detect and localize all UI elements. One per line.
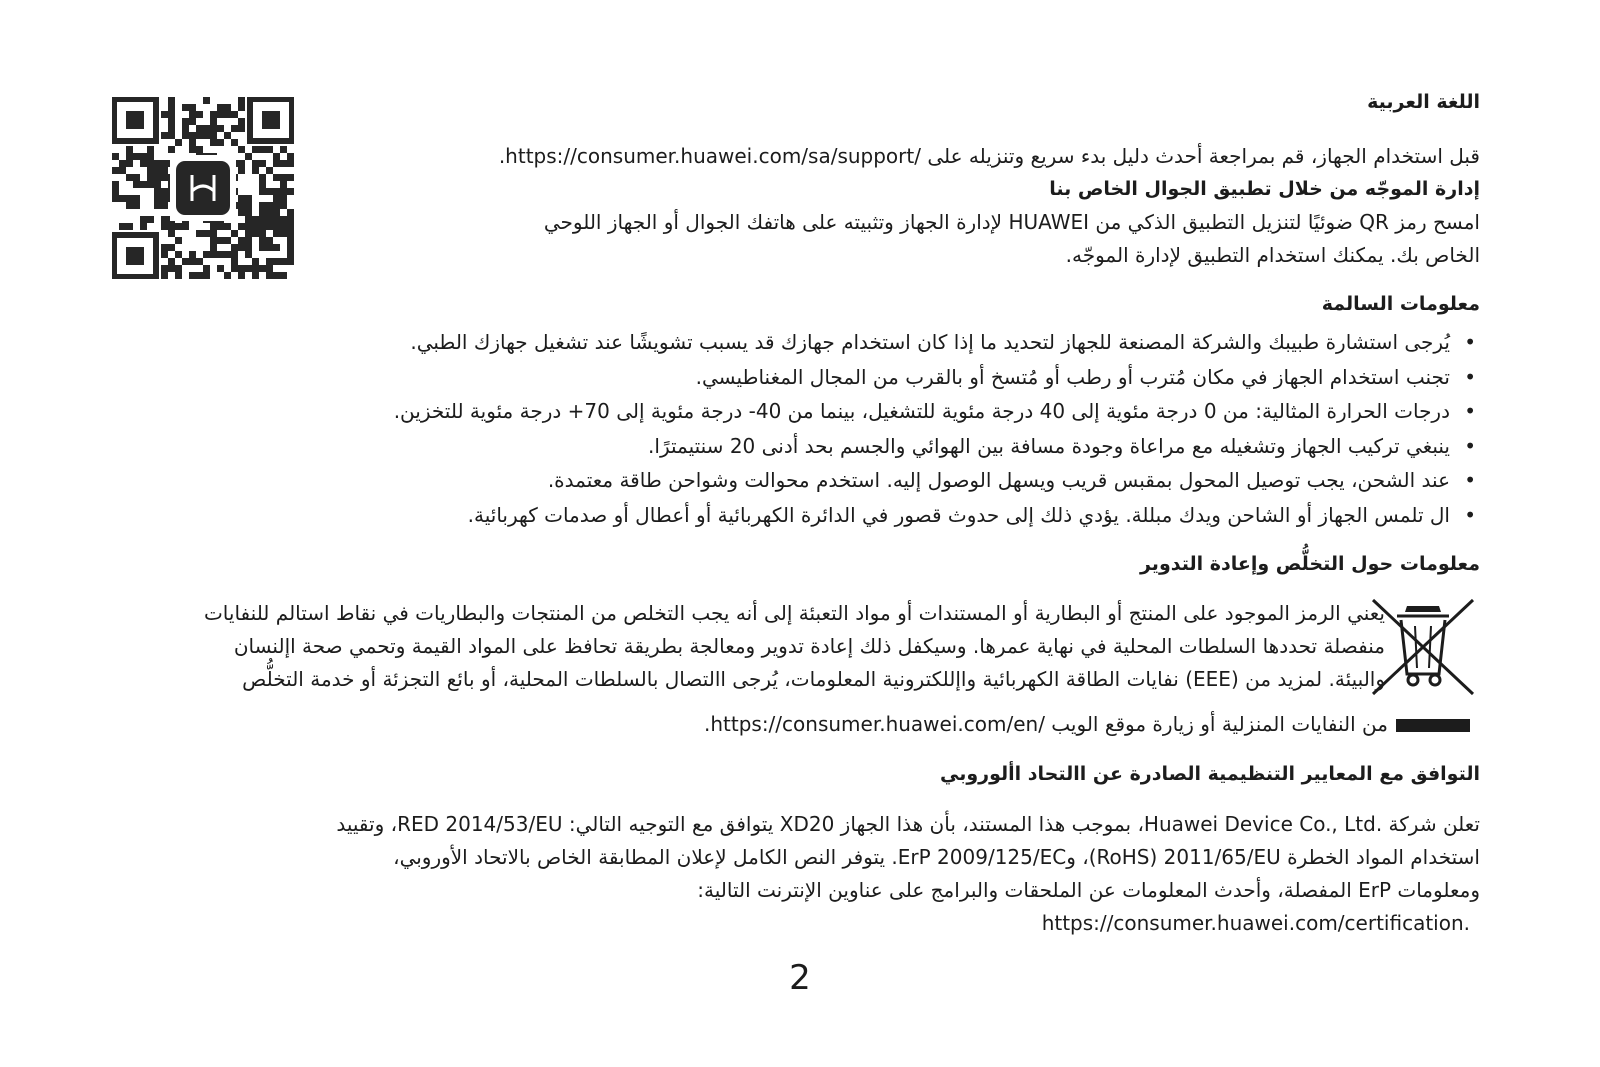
compliance-heading: التوافق مع المعايير التنظيمية الصادرة عن االتحاد األوروبي xyxy=(940,763,1480,785)
safety-item-temperature: • درجات الحرارة المثالية: من 0 درجة مئوية إلى 40 درجة مئوية للتشغيل، بينما من 40- درجة مئوية إلى 70+ درجة مئوية للتخزين. xyxy=(394,394,1480,429)
safety-item-environment: • تجنب استخدام الجهاز في مكان مُترب أو رطب أو مُتسخ أو بالقرب من المجال المغناطيسي. xyxy=(394,360,1480,395)
black-bar-mark xyxy=(1396,719,1470,732)
compliance-line-2: استخدام المواد الخطرة RoHS) 2011/65/EU)، وErP 2009/125/EC. يتوفر النص الكامل لإعلان المطابقة الخاص بالاتحاد الأوروبي، xyxy=(393,845,1480,869)
app-management-heading: إدارة الموجّه من خلال تطبيق الجوال الخاص بنا xyxy=(1049,178,1480,200)
intro-download-text: قبل استخدام الجهاز، قم بمراجعة أحدث دليل بدء سريع وتنزيله على /https://consumer.huawei.com/sa/support. xyxy=(498,144,1480,168)
qr-code-icon xyxy=(112,97,294,279)
disposal-url-line xyxy=(704,708,1470,741)
intro-section xyxy=(499,140,1480,272)
compliance-line-3: ومعلومات ErP المفصلة، وأحدث المعلومات عن الملحقات والبرامج على عناوين الإنترنت التالية: xyxy=(697,878,1480,902)
safety-item-distance: • ينبغي تركيب الجهاز وتشغيله مع مراعاة وجودة مسافة بين الهوائي والجسم بحد أدنى 20 سنتيمترًا. xyxy=(394,429,1480,464)
disposal-line-2: منفصلة تحددها السلطات المحلية في نهاية عمرها. وسيكفل ذلك إعادة تدوير ومعالجة بطريقة تحافظ على المواد القيمة وتحمي صحة اإلنسان xyxy=(233,634,1385,658)
compliance-text xyxy=(336,808,1480,940)
safety-heading: معلومات السالمة xyxy=(1321,293,1480,315)
safety-item-medical: • يُرجى استشارة طبيبك والشركة المصنعة للجهاز لتحديد ما إذا كان استخدام جهازك قد يسبب تشويشًا عند تشغيل جهازك الطبي. xyxy=(394,325,1480,360)
disposal-line-1: يعني الرمز الموجود على المنتج أو البطارية أو المستندات أو مواد التعبئة إلى أنه يجب التخلص من المنتجات والبطاريات في نقاط استالم للنفايات xyxy=(203,601,1385,625)
disposal-text xyxy=(204,597,1385,696)
intro-qr-text: امسح رمز QR ضوئيًا لتنزيل التطبيق الذكي من HUAWEI لإدارة الجهاز وتثبيته على هاتفك الجوال أو الجهاز اللوحي xyxy=(543,210,1480,234)
safety-item-wet-hands: • ال تلمس الجهاز أو الشاحن ويدك مبللة. يؤدي ذلك إلى حدوث قصور في الدائرة الكهربائية أو أعطال أو صدمات كهربائية. xyxy=(394,498,1480,533)
disposal-line-3: والبيئة. لمزيد من (EEE) نفايات الطاقة الكهربائية واإللكترونية المعلومات، يُرجى االتصال بالسلطات المحلية، أو بائع التجزئة أو خدمة التخلُّص xyxy=(242,667,1385,691)
compliance-line-1: تعلن شركة .Huawei Device Co., Ltd، بموجب هذا المستند، بأن هذا الجهاز XD20 يتوافق مع التوجيه التالي: RED 2014/53/EU، وتقييد xyxy=(336,812,1480,836)
intro-qr-text-continued: الخاص بك. يمكنك استخدام التطبيق لإدارة الموجّه. xyxy=(1065,243,1480,267)
page-number: 2 xyxy=(789,958,811,998)
safety-list xyxy=(394,325,1480,532)
app-logo-icon xyxy=(176,161,230,215)
disposal-line-4: من النفايات المنزلية أو زيارة موقع الويب /https://consumer.huawei.com/en. xyxy=(703,712,1388,736)
certification-url: .https://consumer.huawei.com/certification xyxy=(1041,911,1470,935)
safety-item-charging: • عند الشحن، يجب توصيل المحول بمقبس قريب ويسهل الوصول إليه. استخدم محوالت وشواحن طاقة معتمدة. xyxy=(394,463,1480,498)
language-heading: اللغة العربية xyxy=(1367,91,1480,113)
disposal-heading: معلومات حول التخلُّص وإعادة التدوير xyxy=(1139,553,1480,575)
